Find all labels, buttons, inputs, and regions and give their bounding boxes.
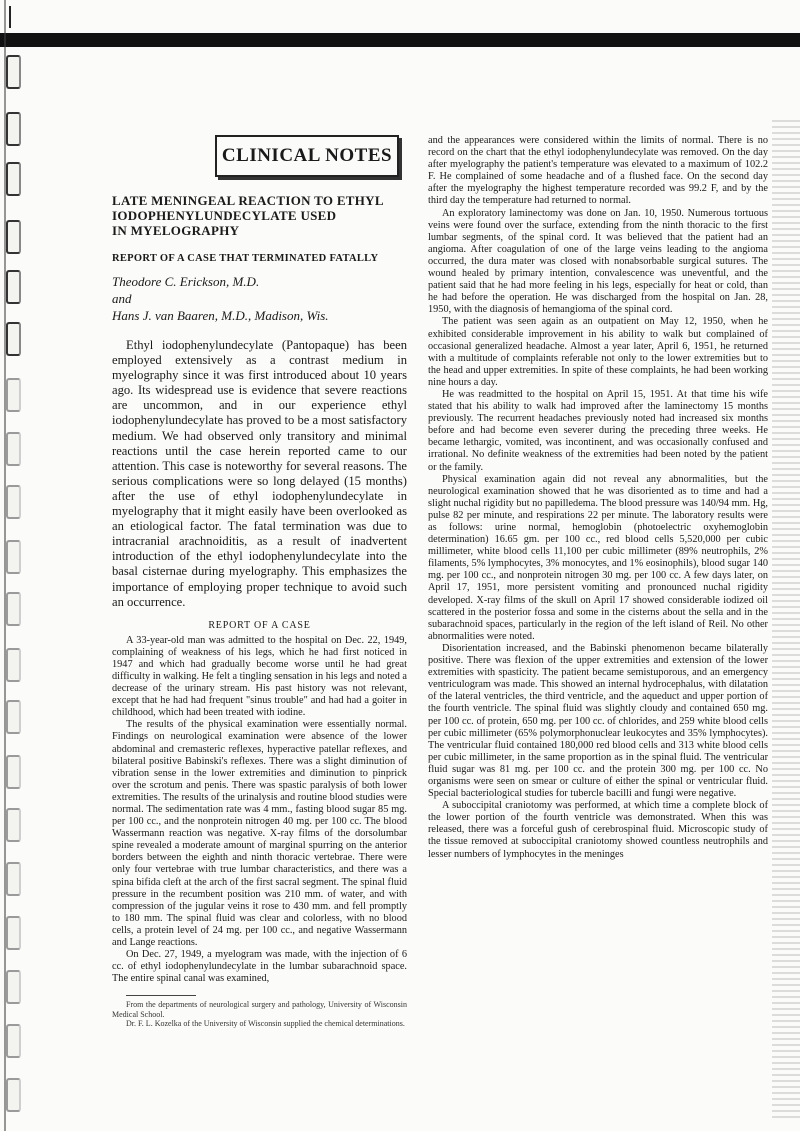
body-paragraph: On Dec. 27, 1949, a myelogram was made, with the injection of 6 cc. of ethyl iodophenylundecylate in the lumbar subarachnoid space. The entire spinal canal was examined,	[112, 949, 407, 985]
binder-hole	[6, 485, 21, 519]
right-column	[428, 135, 768, 861]
binder-hole	[6, 862, 21, 896]
binder-hole	[6, 808, 21, 842]
author-2: Hans J. van Baaren, M.D., Madison, Wis.	[112, 308, 329, 323]
binder-hole	[6, 700, 21, 734]
binder-hole	[6, 755, 21, 789]
binder-hole	[6, 916, 21, 950]
body-paragraph: Physical examination again did not reveal any abnormalities, but the neurological examination showed that he was disoriented as to time and had a slight nuchal rigidity but no papilledema. The blood pressure was 140/94 mm. Hg, pulse 82 per minute, and respirations 22 per minute. The laboratory results were as follows: urine normal, hemoglobin (photoelectric oxyhemoglobin determination) 16.65 gm. per 100 cc., red blood cells 5,520,000 per cubic millimeter, white blood cells 11,100 per cubic millimeter (89% neutrophils, 2% filaments, 5% lymphocytes, 3% monocytes, and 1% eosinophils), blood sugar 140 mg. per 100 cc., and nonprotein nitrogen 30 mg. per 100 cc. A few days later, on April 17, 1951, more persistent vomiting and pronounced nuchal rigidity developed. X-ray films of the skull on April 17 showed considerable iodized oil scattered in the posterior fossa and some in the cisterns about the sella and in the subarachnoid spaces, particularly in the region of the left island of Reil. No other abnormalities were noted.	[428, 473, 768, 642]
binder-hole	[6, 220, 21, 254]
body-paragraph: The patient was seen again as an outpatient on May 12, 1950, when he exhibited considerable improvement in his ability to walk but complained of occasional generalized headache. Almost a year later, April 6, 1951, he returned with a multitude of complaints referable not only to the lower extremities but to the head and upper extremities. In spite of these complaints, he had been working nine hours a day.	[428, 316, 768, 388]
intro-paragraph: Ethyl iodophenylundecylate (Pantopaque) has been employed extensively as a contrast medium in myelography since it was first introduced about 10 years ago. Its widespread use is evidence that severe reactions are uncommon, and in our experience ethyl iodophenylundecylate has proved to be a most satisfactory medium. We had observed only transitory and minimal reactions until the case herein reported came to our attention. This case is noteworthy for several reasons. The serious complications were so long delayed (15 months) after the use of ethyl iodophenylundecylate in myelography that it might easily have been overlooked as an etiological factor. The fatal termination was due to intracranial arachnoiditis, as a result of inadvertent introduction of the ethyl iodophenylundecylate into the basal cisternae during myelography. This emphasizes the importance of employing proper technique to avoid such an occurrence.	[112, 338, 407, 609]
binder-hole	[6, 970, 21, 1004]
body-paragraph: A suboccipital craniotomy was performed, at which time a complete block of the lower portion of the fourth ventricle was demonstrated. When this was released, there was a forceful gush of cerebrospinal fluid. Microscopic study of the tissue removed at suboccipital craniotomy showed countless neutrophils and lesser numbers of lymphocytes in the meninges	[428, 800, 768, 860]
binder-hole-strip	[0, 0, 40, 1131]
left-column	[112, 193, 407, 1029]
binder-hole	[6, 55, 21, 89]
binder-hole	[6, 592, 21, 626]
binder-hole	[6, 322, 21, 356]
binder-hole	[6, 648, 21, 682]
body-paragraph: The results of the physical examination were essentially normal. Findings on neurological examination were absence of the lower abdominal and cremasteric reflexes, hyperactive patellar reflexes, and bilateral positive Babinski's reflexes. There was a slight diminution of vibration sense in the lower extremities and diminution to pinprick over the scrotum and penis. There was spastic paralysis of both lower extremities. The results of the urinalysis and routine blood studies were normal. The sedimentation rate was 4 mm., fasting blood sugar 85 mg. per 100 cc., and the nonprotein nitrogen 40 mg. per 100 cc. The blood Wassermann reaction was negative. X-ray films of the dorsolumbar spine revealed a moderate amount of marginal spurring on the anterior borders between the eighth and ninth thoracic vertebrae. There were only four vertebrae with true lumbar characteristics, and there was a spina bifida cleft at the arch of the first sacral segment. The spinal fluid pressure in the recumbent position was 210 mm. of water, and with compression of the jugular veins it rose to 430 mm. and fell promptly to 180 mm. The spinal fluid was clear and colorless, with no blood cells, a protein level of 24 mg. per 100 cc., and negative Wassermann and Lange reactions.	[112, 719, 407, 949]
binder-hole	[6, 112, 21, 146]
binder-hole	[6, 378, 21, 412]
strip-top-tick	[9, 6, 11, 28]
body-paragraph: Disorientation increased, and the Babinski phenomenon became bilaterally positive. There was flexion of the upper extremities and extension of the lower extremities with spasticity. The patient became semistuporous, and an emergency ventriculogram was made. This showed an internal hydrocephalus, with dilatation of the lateral ventricles, the third ventricle, and the aqueduct and upper portion of the fourth ventricle. The spinal fluid was slightly cloudy and contained 650 mg. per 100 cc. of protein, 650 mg. per 100 cc. of chlorides, and 259 white blood cells per cubic millimeter (65% polymorphonuclear leukocytes and 35% lymphocytes). The ventricular fluid contained 180,000 red blood cells and 313 white blood cells per cubic millimeter, in the same proportion as in the spinal fluid. The ventricular fluid sugar was 81 mg. per 100 cc. and the protein 300 mg. per 100 cc. No organisms were seen on smear or culture of either the spinal or ventricular fluid. Special bacteriological studies for tubercle bacilli and fungi were negative.	[428, 642, 768, 800]
footnote-rule	[126, 995, 196, 996]
binder-hole	[6, 1078, 21, 1112]
section-title-box	[215, 135, 399, 177]
binder-hole	[6, 540, 21, 574]
article-title	[112, 193, 407, 238]
body-paragraph: A 33-year-old man was admitted to the hospital on Dec. 22, 1949, complaining of weakness of his legs, which he had first noticed in 1947 and which had gradually become worse until he had great difficulty in walking. He felt a tingling sensation in his legs and noted a decrease of the urinary stream. His past history was not relevant, except that he had had frequent "sinus trouble" and had had a goiter in childhood, which had been treated with iodine.	[112, 634, 407, 719]
body-paragraph: An exploratory laminectomy was done on Jan. 10, 1950. Numerous tortuous veins were found over the surface, extending from the ninth thoracic to the first lumbar segments, of the spinal cord. It was believed that the patient had an angioma. After coagulation of one of the large veins leading to the angioma occurred, the dura mater was closed with nonabsorbable surgical sutures. The wound healed by primary intention, convalescence was uneventful, and the patient said that he had more feeling in his legs, especially for heat or cold, than he had before the operation. He was discharged from the hospital on Jan. 28, 1950, with the diagnosis of hemangioma of the spinal cord.	[428, 207, 768, 316]
body-paragraph: and the appearances were considered within the limits of normal. There is no record on the chart that the ethyl iodophenylundecylate was removed. On the day after myelography the patient's temperature was elevated to a maximum of 102.2 F. He complained of some headache and of a flushed face. On the second day after the myelography the highest temperature recorded was 99.2 F, and by the third day the temperature had returned to normal.	[428, 135, 768, 207]
binder-hole	[6, 432, 21, 466]
article-subtitle: REPORT OF A CASE THAT TERMINATED FATALLY	[112, 253, 379, 264]
body-paragraph: He was readmitted to the hospital on April 15, 1951. At that time his wife stated that his ability to walk had improved after the laminectomy 15 months previously. The recurrent headaches previously noted had increased six months before and had become even severer during the preceding three weeks. He became lethargic, vomited, was incontinent, and was occasionally confused and irrational. No definite weakness of the extremities had been noted by the patient or the family.	[428, 388, 768, 473]
binder-hole	[6, 1024, 21, 1058]
footnote: From the departments of neurological surgery and pathology, University of Wisconsin Medical School.	[112, 1000, 407, 1019]
article-title-line: IODOPHENYLUNDECYLATE USED	[112, 208, 337, 223]
binder-hole	[6, 270, 21, 304]
section-title: CLINICAL NOTES	[221, 145, 393, 166]
article-title-line: IN MYELOGRAPHY	[112, 223, 240, 238]
scan-edge-shadow	[772, 120, 800, 1120]
binder-hole	[6, 162, 21, 196]
footnote: Dr. F. L. Kozelka of the University of Wisconsin supplied the chemical determinations.	[126, 1019, 405, 1029]
author-conjunction: and	[112, 291, 132, 306]
scan-top-bar	[0, 33, 800, 47]
case-heading: REPORT OF A CASE	[208, 619, 311, 631]
author-1: Theodore C. Erickson, M.D.	[112, 274, 260, 289]
article-title-line: LATE MENINGEAL REACTION TO ETHYL	[112, 193, 384, 208]
